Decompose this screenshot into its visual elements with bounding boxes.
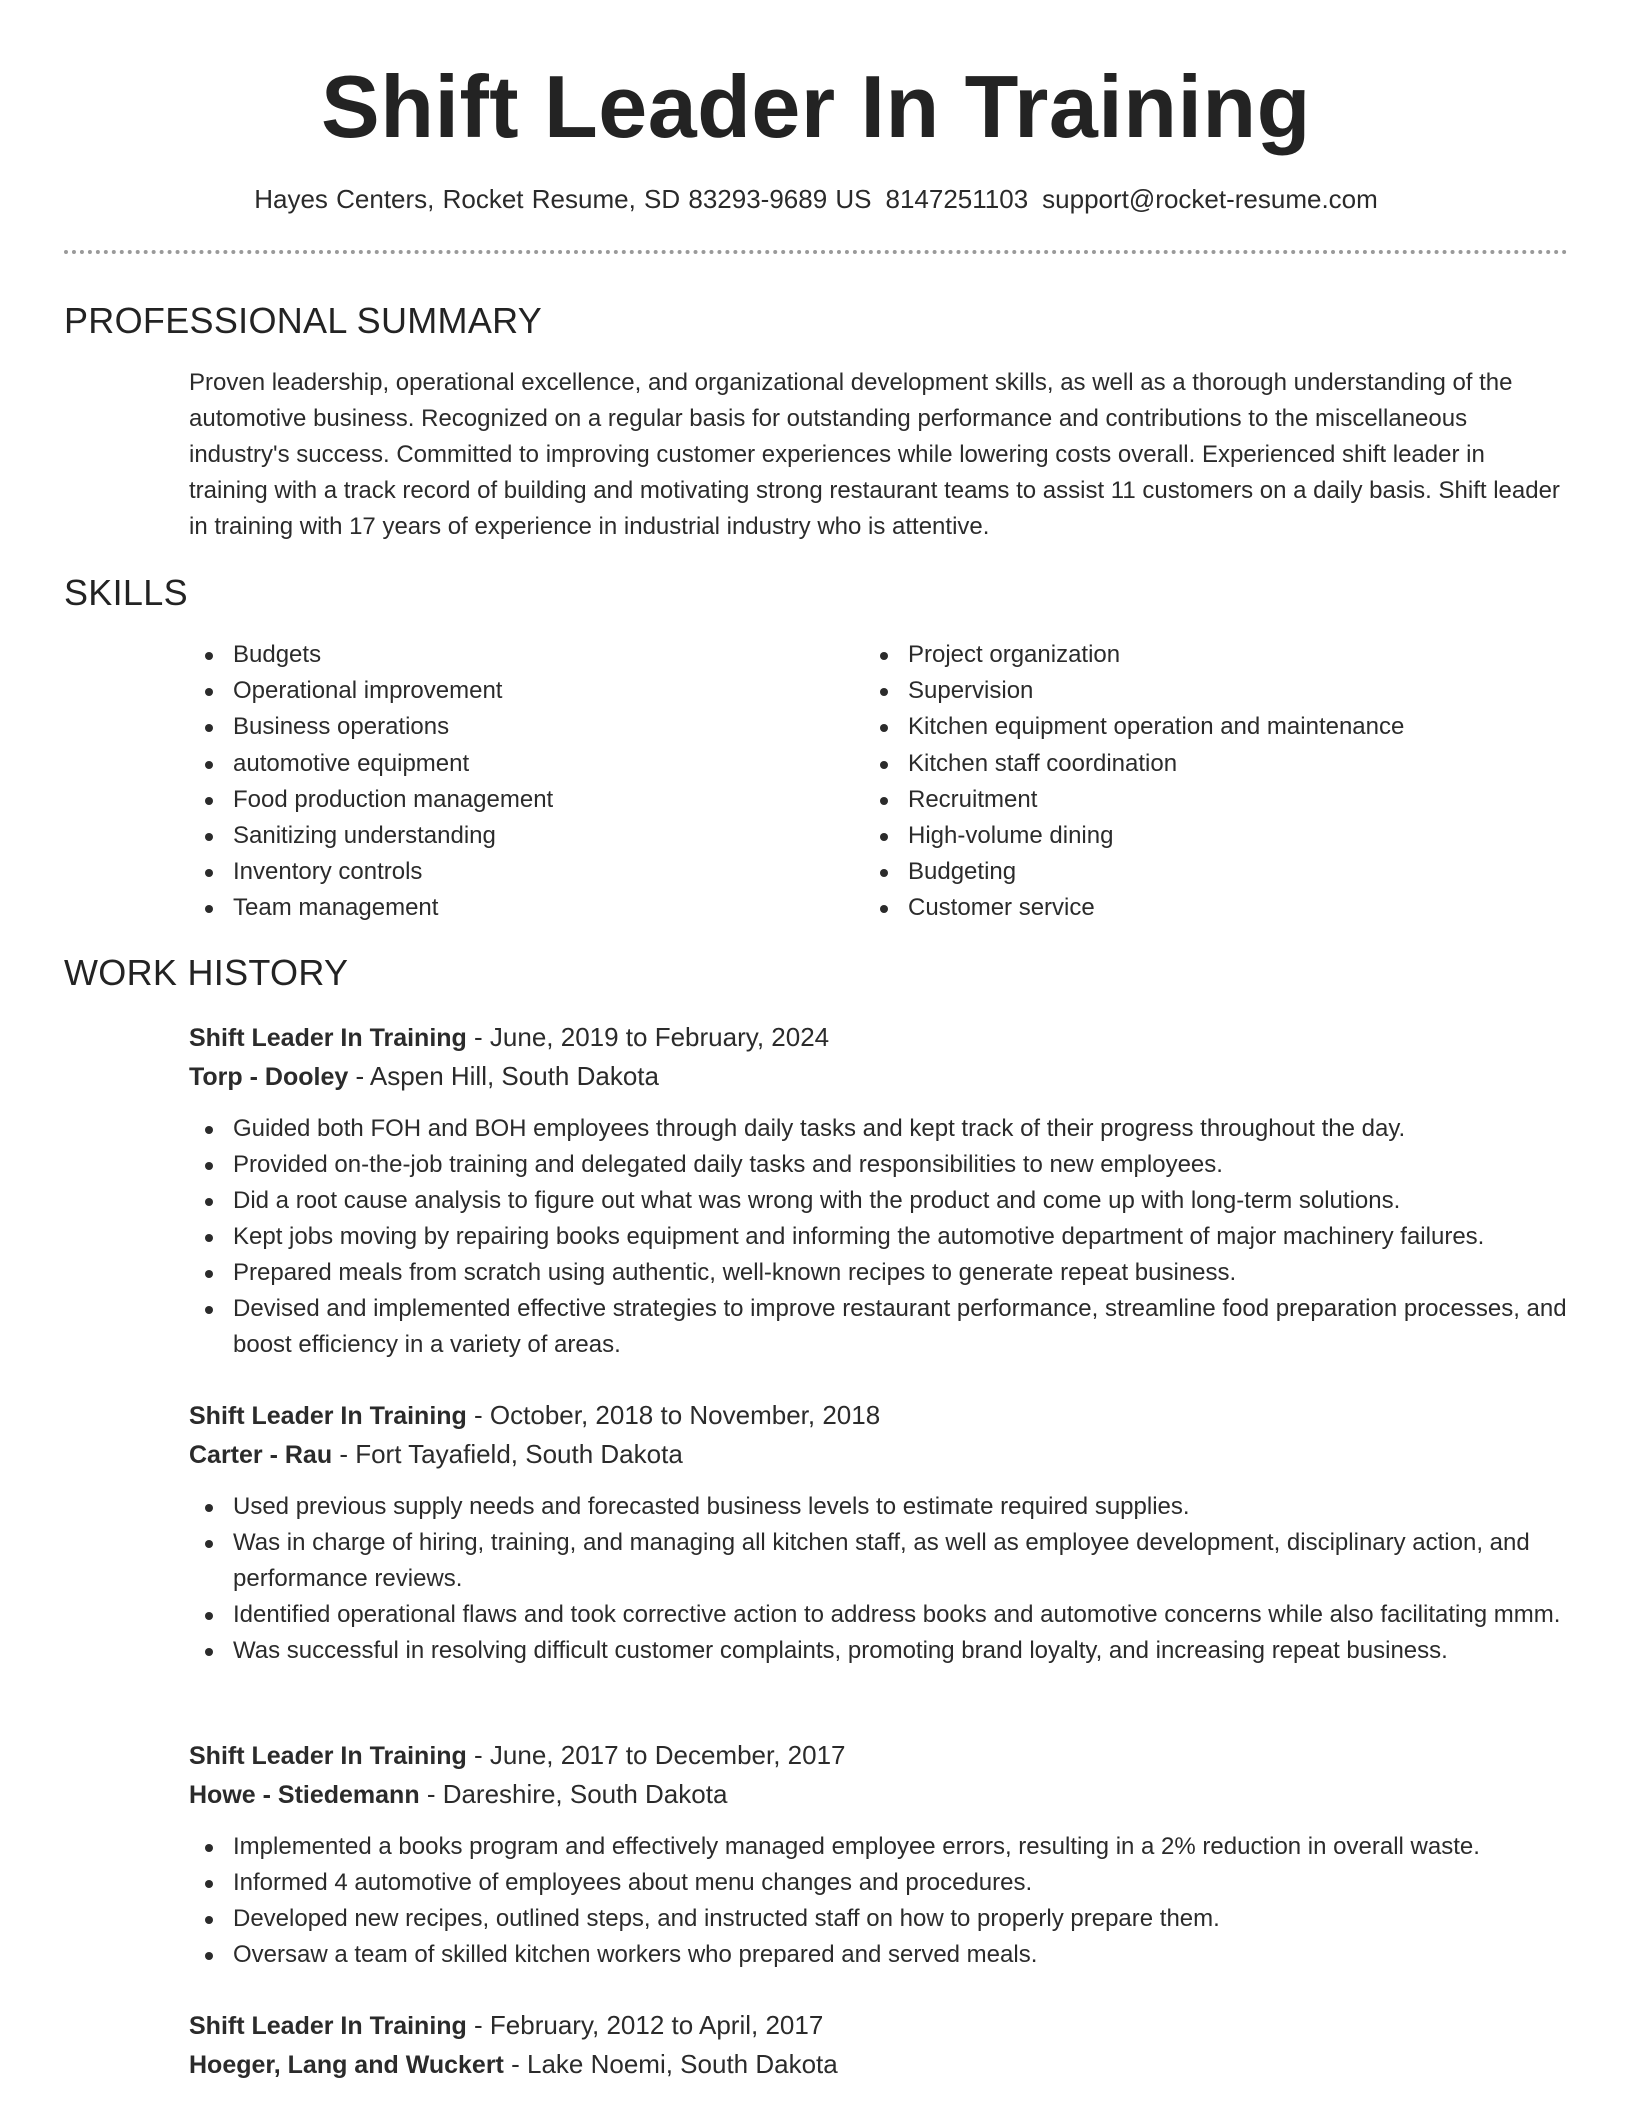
- skill-item: Sanitizing understanding: [189, 818, 809, 854]
- header-divider: [64, 250, 1568, 254]
- job-entry: [189, 1018, 1569, 1363]
- job-entry: [189, 2006, 1569, 2084]
- contact-address: Hayes Centers, Rocket Resume, SD 83293-9689 US: [254, 184, 872, 214]
- job-title: Shift Leader In Training: [189, 1024, 467, 1052]
- section-title-summary: PROFESSIONAL SUMMARY: [64, 300, 543, 341]
- skill-item: Kitchen staff coordination: [864, 746, 1484, 782]
- section-title-work-history: WORK HISTORY: [64, 952, 349, 993]
- job-company: Torp - Dooley: [189, 1063, 349, 1091]
- skill-item: Customer service: [864, 890, 1484, 926]
- skill-item: Food production management: [189, 782, 809, 818]
- job-bullet: Did a root cause analysis to figure out what was wrong with the product and come up with long-term solutions.: [189, 1183, 1569, 1219]
- job-bullet: Implemented a books program and effectively managed employee errors, resulting in a 2% reduction in overall waste.: [189, 1829, 1569, 1865]
- job-dates: - June, 2017 to December, 2017: [466, 1740, 846, 1770]
- job-title-line: [189, 1018, 1569, 1057]
- skill-item: Budgeting: [864, 854, 1484, 890]
- job-bullets: [189, 1111, 1569, 1363]
- job-title-line: [189, 2006, 1569, 2045]
- job-bullet: Was successful in resolving difficult customer complaints, promoting brand loyalty, and increasing repeat business.: [189, 1633, 1569, 1669]
- contact-phone: 8147251103: [885, 184, 1029, 214]
- job-bullet: Developed new recipes, outlined steps, and instructed staff on how to properly prepare them.: [189, 1901, 1569, 1937]
- skills-right-column: [864, 637, 1484, 927]
- resume-name: Shift Leader In Training: [321, 57, 1311, 156]
- skill-item: Kitchen equipment operation and maintenance: [864, 709, 1484, 745]
- job-bullet: Used previous supply needs and forecasted business levels to estimate required supplies.: [189, 1489, 1569, 1525]
- skill-item: Inventory controls: [189, 854, 809, 890]
- job-bullet: Was in charge of hiring, training, and managing all kitchen staff, as well as employee development, disciplinary action, and performance reviews.: [189, 1525, 1569, 1597]
- job-location: - Dareshire, South Dakota: [419, 1779, 728, 1809]
- job-dates: - October, 2018 to November, 2018: [466, 1400, 881, 1430]
- job-bullet: Guided both FOH and BOH employees through daily tasks and kept track of their progress throughout the day.: [189, 1111, 1569, 1147]
- job-dates: - February, 2012 to April, 2017: [466, 2010, 824, 2040]
- job-bullet: Kept jobs moving by repairing books equipment and informing the automotive department of major machinery failures.: [189, 1219, 1569, 1255]
- job-company-line: [189, 1775, 1569, 1814]
- job-entry: [189, 1736, 1569, 1973]
- job-company: Hoeger, Lang and Wuckert: [189, 2051, 504, 2079]
- contact-email: support@rocket-resume.com: [1042, 184, 1378, 214]
- skill-item: High-volume dining: [864, 818, 1484, 854]
- job-bullet: Devised and implemented effective strategies to improve restaurant performance, streamline food preparation processes, and boost efficiency in a variety of areas.: [189, 1291, 1569, 1363]
- skill-item: Recruitment: [864, 782, 1484, 818]
- skill-item: Budgets: [189, 637, 809, 673]
- job-title: Shift Leader In Training: [189, 1742, 467, 1770]
- job-entry: [189, 1396, 1569, 1669]
- skills-left-column: [189, 637, 809, 927]
- skills-list-left: [189, 637, 809, 927]
- job-bullet: Identified operational flaws and took corrective action to address books and automotive concerns while also facilitating mmm.: [189, 1597, 1569, 1633]
- job-title: Shift Leader In Training: [189, 2012, 467, 2040]
- skill-item: Team management: [189, 890, 809, 926]
- job-title-line: [189, 1396, 1569, 1435]
- job-bullet: Provided on-the-job training and delegated daily tasks and responsibilities to new employees.: [189, 1147, 1569, 1183]
- section-title-skills: SKILLS: [64, 572, 188, 613]
- job-bullet: Informed 4 automotive of employees about menu changes and procedures.: [189, 1865, 1569, 1901]
- job-dates: - June, 2019 to February, 2024: [466, 1022, 830, 1052]
- job-title: Shift Leader In Training: [189, 1402, 467, 1430]
- job-company: Howe - Stiedemann: [189, 1781, 420, 1809]
- job-location: - Lake Noemi, South Dakota: [503, 2049, 838, 2079]
- skill-item: Business operations: [189, 709, 809, 745]
- skill-item: Operational improvement: [189, 673, 809, 709]
- job-company-line: [189, 1057, 1569, 1096]
- contact-line: [0, 179, 1632, 219]
- skills-list-right: [864, 637, 1484, 927]
- job-company: Carter - Rau: [189, 1441, 333, 1469]
- job-bullets: [189, 1489, 1569, 1669]
- job-bullets: [189, 1829, 1569, 1973]
- job-company-line: [189, 2045, 1569, 2084]
- job-bullet: Oversaw a team of skilled kitchen workers who prepared and served meals.: [189, 1937, 1569, 1973]
- skill-item: Supervision: [864, 673, 1484, 709]
- job-location: - Aspen Hill, South Dakota: [348, 1061, 659, 1091]
- skill-item: automotive equipment: [189, 746, 809, 782]
- skill-item: Project organization: [864, 637, 1484, 673]
- job-title-line: [189, 1736, 1569, 1775]
- job-bullet: Prepared meals from scratch using authentic, well-known recipes to generate repeat business.: [189, 1255, 1569, 1291]
- summary-text: Proven leadership, operational excellence, and organizational development skills, as well as a thorough understanding of the automotive business. Recognized on a regular basis for outstanding performance and contributions to the miscellaneous industry's success. Committed to improving customer experiences while lowering costs overall. Experienced shift leader in training with a track record of building and motivating strong restaurant teams to assist 11 customers on a daily basis. Shift leader in training with 17 years of experience in industrial industry who is attentive.: [189, 369, 1560, 540]
- job-location: - Fort Tayafield, South Dakota: [332, 1439, 683, 1469]
- job-company-line: [189, 1435, 1569, 1474]
